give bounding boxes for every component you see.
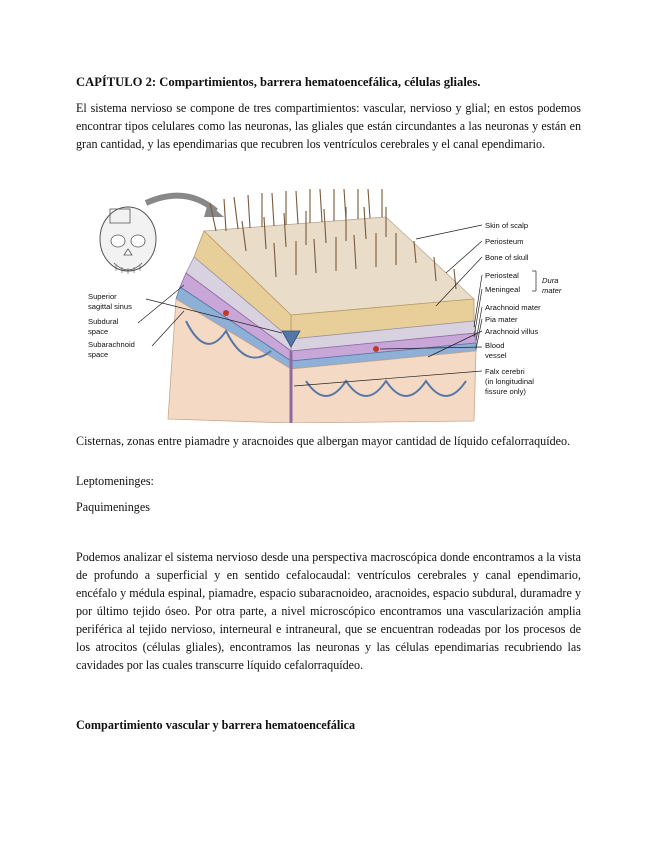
label-dura-line1: Dura: [542, 276, 559, 285]
label-falx-line3: fissure only): [485, 387, 526, 396]
label-blood-line1: Blood: [485, 341, 505, 350]
label-bone-of-skull: Bone of skull: [485, 253, 529, 262]
label-skin-of-scalp: Skin of scalp: [485, 221, 529, 230]
meninges-figure: [76, 181, 580, 423]
section-heading: Compartimiento vascular y barrera hematoencefálica: [76, 718, 356, 732]
pointer-arrow: [146, 196, 216, 211]
label-subarachnoid-line1: Subarachnoid: [88, 340, 135, 349]
skull-thumbnail: [100, 207, 156, 274]
macro-paragraph: Podemos analizar el sistema nervioso desde una perspectiva macroscópica donde encontramos a la vista de profundo a superficial y en sentido cefalocaudal: ventrículos cerebrales y canal ependimario, encéfalo y médula espinal, piamadre, espacio subaracnoideo, aracnoides, espacio subdural, duramadre y por último tejido óseo. Por otra parte, a nivel microscópico encontramos una vascularización amplia periférica al tejido nervioso, interneural e intraneural, que se encuentran rodeadas por los procesos de los atrocitos (células gliales), encontramos las neuronas y las células ependimarias recubriendo las cavidades por las cuales transcurre líquido cefalorraquídeo.: [76, 550, 581, 672]
label-superior-line2: sagittal sinus: [88, 302, 132, 311]
label-subdural-line2: space: [88, 327, 109, 336]
label-falx-line2: (in longitudinal: [485, 377, 534, 386]
figure-labels-left: [88, 292, 135, 359]
label-dura-line2: mater: [542, 286, 562, 295]
chapter-title: CAPÍTULO 2: Compartimientos, barrera hematoencefálica, células gliales.: [76, 75, 481, 89]
label-superior-line1: Superior: [88, 292, 117, 301]
label-periosteal: Periosteal: [485, 271, 519, 280]
label-subarachnoid-line2: space: [88, 350, 109, 359]
label-meningeal: Meningeal: [485, 285, 521, 294]
cisternas-paragraph: Cisternas, zonas entre piamadre y aracnoides que albergan mayor cantidad de líquido cefalorraquídeo.: [76, 434, 571, 448]
figure-labels-right: [485, 221, 562, 396]
label-arachnoid-villus: Arachnoid villus: [485, 327, 539, 336]
paquimeninges-label: Paquimeninges: [76, 500, 150, 514]
label-pia-mater: Pia mater: [485, 315, 518, 324]
intro-paragraph: El sistema nervioso se compone de tres compartimientos: vascular, nervioso y glial; en estos podemos encontrar tipos celulares como las neuronas, las gliales que están circundantes a las neuronas y están en gran cantidad, y las ependimarias que recubren los ventrículos cerebrales y el canal ependimario.: [76, 101, 581, 151]
label-arachnoid-mater: Arachnoid mater: [485, 303, 541, 312]
label-periosteum: Periosteum: [485, 237, 524, 246]
label-blood-line2: vessel: [485, 351, 507, 360]
meninges-block: [168, 217, 476, 423]
label-subdural-line1: Subdural: [88, 317, 119, 326]
leptomeninges-label: Leptomeninges:: [76, 474, 154, 488]
label-falx-line1: Falx cerebri: [485, 367, 525, 376]
